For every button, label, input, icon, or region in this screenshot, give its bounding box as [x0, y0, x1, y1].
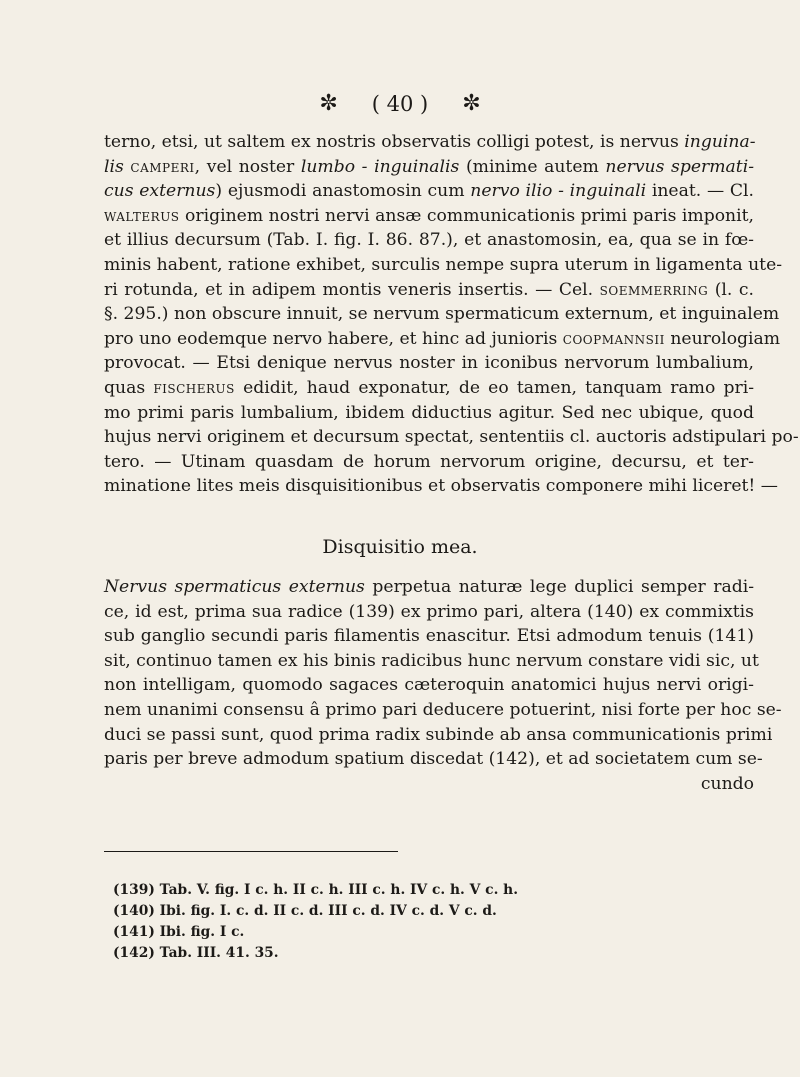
catchword-block	[104, 772, 754, 797]
text-line	[104, 302, 780, 327]
text-run: sub ganglio secundi paris filamentis enascitur. Etsi admodum tenuis (141)	[104, 626, 754, 647]
text-run: provocat. — Etsi denique nervus noster in iconibus nervorum lumbalium,	[104, 353, 754, 374]
text-line	[104, 747, 763, 772]
text-line	[104, 624, 754, 649]
footnote-rule	[104, 851, 398, 852]
ornament-right-icon: ✼	[462, 91, 481, 116]
italic-text: lumbo - inguinalis	[300, 156, 460, 177]
text-line	[104, 130, 754, 155]
author-name: fischerus	[153, 377, 235, 398]
text-line	[104, 450, 754, 475]
footnote: (141) Ibi. fig. I c.	[113, 924, 245, 940]
text-line	[104, 401, 754, 426]
text-run: terno, etsi, ut saltem ex nostris observatis colligi potest, is nervus	[104, 132, 685, 152]
author-name: soemmerring	[599, 279, 709, 300]
text-line	[104, 253, 783, 278]
text-line	[104, 155, 754, 180]
text-line	[104, 204, 754, 229]
italic-text: inguina-	[684, 132, 756, 152]
text-run: (minime autem	[459, 156, 606, 177]
footnote: (139) Tab. V. fig. I c. h. II c. h. III c. h. IV c. h. V c. h.	[113, 882, 519, 898]
section-title: Disquisitio mea.	[322, 536, 478, 558]
text-run: , vel noster	[194, 156, 301, 177]
footnote: (142) Tab. III. 41. 35.	[113, 945, 279, 961]
text-run: nem unanimi consensu â primo pari deducere potuerint, nisi forte per hoc se-	[104, 699, 782, 720]
text-run: paris per breve admodum spatium discedat (142), et ad societatem cum se-	[104, 749, 763, 770]
italic-text: Nervus spermaticus externus	[104, 577, 365, 597]
paragraph-continuation	[104, 130, 799, 499]
text-run: §. 295.) non obscure innuit, se nervum spermaticum externum, et inguinalem	[104, 304, 780, 325]
text-line	[104, 179, 754, 204]
text-run: non intelligam, quomodo sagaces cæteroquin anatomici hujus nervi origi-	[104, 675, 754, 696]
text-line	[104, 723, 773, 748]
author-name: walterus	[104, 205, 180, 226]
text-run: hujus nervi originem et decursum spectat, sententiis cl. auctoris adstipulari po-	[104, 427, 799, 448]
text-run: neurologiam	[664, 328, 781, 349]
text-line	[104, 278, 754, 303]
text-run: et illius decursum (Tab. I. fig. I. 86. 87.), et anastomosin, ea, qua se in fœ-	[104, 230, 754, 251]
italic-text: cus externus	[104, 181, 216, 202]
footnotes	[113, 880, 518, 964]
text-run: pro uno eodemque nervo habere, et hinc ad junioris	[104, 328, 563, 349]
text-line	[104, 698, 782, 723]
footnote: (140) Ibi. fig. I. c. d. II c. d. III c. d. IV c. d. V c. d.	[113, 903, 497, 919]
text-run: originem nostri nervi ansæ communicationis primi paris imponit,	[179, 205, 754, 226]
page-header	[0, 92, 800, 116]
text-run: ce, id est, prima sua radice (139) ex primo pari, altera (140) ex commixtis	[104, 601, 754, 622]
text-line	[104, 575, 754, 600]
text-run: tero. — Utinam quasdam de horum nervorum origine, decursu, et ter-	[104, 451, 754, 472]
page-number: ( 40 )	[371, 92, 429, 116]
text-line	[104, 425, 799, 450]
text-run: ineat. — Cl.	[646, 181, 755, 202]
text-line	[104, 351, 754, 376]
text-run: ri rotunda, et in adipem montis veneris insertis. — Cel.	[104, 279, 600, 300]
text-run: minatione lites meis disquisitionibus et observatis componere mihi liceret! —	[104, 476, 778, 497]
text-line	[104, 228, 754, 253]
text-line	[104, 327, 781, 352]
text-run: quas	[104, 377, 154, 398]
italic-text: nervo ilio - inguinali	[470, 181, 647, 202]
text-run: (l. c.	[708, 279, 754, 300]
text-line	[104, 376, 754, 401]
text-run: mo primi paris lumbalium, ibidem diductius agitur. Sed nec ubique, quod	[104, 402, 754, 423]
text-line	[104, 673, 754, 698]
text-run: sit, continuo tamen ex his binis radicibus hunc nervum constare vidi sic, ut	[104, 650, 759, 671]
text-line	[104, 474, 778, 499]
italic-text: nervus spermati-	[605, 156, 755, 177]
text-line	[104, 649, 759, 674]
text-run: duci se passi sunt, quod prima radix subinde ab ansa communicationis primi	[104, 724, 773, 745]
text-run: perpetua naturæ lege duplici semper radi-	[364, 577, 755, 597]
text-line	[104, 600, 754, 625]
italic-text: lis	[104, 156, 131, 177]
ornament-left-icon: ✼	[319, 91, 338, 116]
catchword: cundo	[700, 774, 754, 794]
author-name: camperi	[130, 156, 195, 177]
text-run: minis habent, ratione exhibet, surculis nempe supra uterum in ligamenta ute-	[104, 254, 783, 275]
paragraph-disquisitio	[104, 575, 782, 772]
text-run: ) ejusmodi anastomosin cum	[215, 181, 471, 202]
author-name: coopmannsii	[562, 328, 665, 349]
text-run: edidit, haud exponatur, de eo tamen, tanquam ramo pri-	[234, 377, 755, 398]
